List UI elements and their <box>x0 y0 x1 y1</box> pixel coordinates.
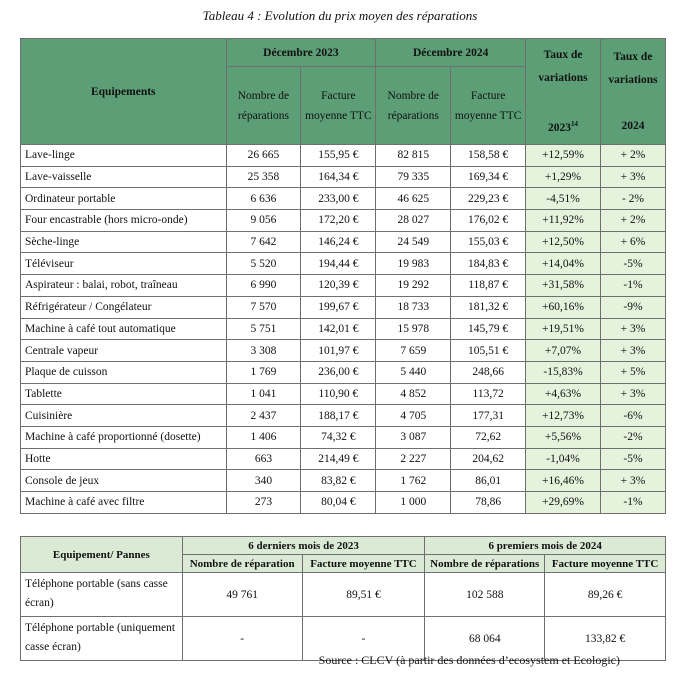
cell-f23: 83,82 € <box>301 470 376 492</box>
cell-t23: +12,59% <box>526 145 601 167</box>
table-row <box>21 296 666 318</box>
cell-n23: 25 358 <box>226 166 301 188</box>
cell-n23: 273 <box>226 492 301 514</box>
table-row <box>21 492 666 514</box>
cell-name: Ordinateur portable <box>21 188 227 210</box>
table-row <box>21 231 666 253</box>
cell-n24: 19 983 <box>376 253 451 275</box>
header-6-derniers-mois-2023: 6 derniers mois de 2023 <box>182 537 425 555</box>
cell-t23: +14,04% <box>526 253 601 275</box>
cell-t24: -6% <box>600 405 665 427</box>
cell-f23: 172,20 € <box>301 210 376 232</box>
cell-name: Cuisinière <box>21 405 227 427</box>
cell-n24: 2 227 <box>376 448 451 470</box>
cell-t23: +12,73% <box>526 405 601 427</box>
cell-n23: 3 308 <box>226 340 301 362</box>
table-row <box>21 275 666 297</box>
cell-n24: 7 659 <box>376 340 451 362</box>
cell-f24: 133,82 € <box>545 617 666 661</box>
table-row <box>21 405 666 427</box>
cell-n23: 49 761 <box>182 573 302 617</box>
cell-name: Centrale vapeur <box>21 340 227 362</box>
cell-n23: 7 570 <box>226 296 301 318</box>
header-dec-2023: Décembre 2023 <box>226 39 376 67</box>
cell-n24: 19 292 <box>376 275 451 297</box>
header-facture-2024-s: Facture moyenne TTC <box>545 555 666 573</box>
cell-f24: 184,83 € <box>451 253 526 275</box>
cell-t23: +5,56% <box>526 426 601 448</box>
cell-name: Aspirateur : balai, robot, traîneau <box>21 275 227 297</box>
cell-n24: 3 087 <box>376 426 451 448</box>
table-row <box>21 470 666 492</box>
cell-f23: 80,04 € <box>301 492 376 514</box>
cell-f24: 181,32 € <box>451 296 526 318</box>
cell-name: Tablette <box>21 383 227 405</box>
cell-t24: -2% <box>600 426 665 448</box>
cell-f24: 248,66 <box>451 361 526 383</box>
cell-t24: + 3% <box>600 383 665 405</box>
cell-t23: +1,29% <box>526 166 601 188</box>
phone-repair-table <box>20 536 666 661</box>
cell-n23: 340 <box>226 470 301 492</box>
cell-t24: + 2% <box>600 145 665 167</box>
cell-f24: 118,87 € <box>451 275 526 297</box>
table-row <box>21 426 666 448</box>
cell-f24: 113,72 <box>451 383 526 405</box>
cell-n24: 1 762 <box>376 470 451 492</box>
header-dec-2024: Décembre 2024 <box>376 39 526 67</box>
cell-name: Four encastrable (hors micro-onde) <box>21 210 227 232</box>
cell-name: Plaque de cuisson <box>21 361 227 383</box>
cell-n24: 4 852 <box>376 383 451 405</box>
table-row <box>21 166 666 188</box>
cell-t24: + 2% <box>600 210 665 232</box>
cell-f23: 110,90 € <box>301 383 376 405</box>
cell-f23: 199,67 € <box>301 296 376 318</box>
cell-n24: 102 588 <box>425 573 545 617</box>
cell-t24: - 2% <box>600 188 665 210</box>
cell-f23: 164,34 € <box>301 166 376 188</box>
cell-t24: + 3% <box>600 470 665 492</box>
cell-n24: 4 705 <box>376 405 451 427</box>
cell-f23: 146,24 € <box>301 231 376 253</box>
cell-t24: -1% <box>600 492 665 514</box>
cell-t24: + 6% <box>600 231 665 253</box>
table-row <box>21 448 666 470</box>
cell-f24: 177,31 <box>451 405 526 427</box>
cell-n23: - <box>182 617 302 661</box>
cell-f24: 229,23 € <box>451 188 526 210</box>
cell-f23: 194,44 € <box>301 253 376 275</box>
cell-t23: -1,04% <box>526 448 601 470</box>
cell-n24: 1 000 <box>376 492 451 514</box>
header-facture-2023-s: Facture moyenne TTC <box>302 555 425 573</box>
cell-f24: 86,01 <box>451 470 526 492</box>
cell-f23: 101,97 € <box>301 340 376 362</box>
cell-t24: + 3% <box>600 166 665 188</box>
header-taux-2024-year: 2024 <box>621 119 645 132</box>
cell-name: Lave-linge <box>21 145 227 167</box>
cell-t23: +12,50% <box>526 231 601 253</box>
cell-n24: 28 027 <box>376 210 451 232</box>
header-taux-2024 <box>600 39 665 145</box>
cell-f24: 158,58 € <box>451 145 526 167</box>
table-row <box>21 318 666 340</box>
table-row <box>21 188 666 210</box>
cell-n23: 9 056 <box>226 210 301 232</box>
cell-t23: -15,83% <box>526 361 601 383</box>
cell-f24: 176,02 € <box>451 210 526 232</box>
cell-name: Machine à café tout automatique <box>21 318 227 340</box>
cell-t23: +60,16% <box>526 296 601 318</box>
cell-n23: 5 751 <box>226 318 301 340</box>
table-row <box>21 210 666 232</box>
header-nombre-2023: Nombre de réparations <box>226 67 301 145</box>
cell-t24: -1% <box>600 275 665 297</box>
header-nb-reparation-2023: Nombre de réparation <box>182 555 302 573</box>
cell-f23: 155,95 € <box>301 145 376 167</box>
cell-f23: 74,32 € <box>301 426 376 448</box>
cell-t24: + 3% <box>600 340 665 362</box>
cell-n23: 6 990 <box>226 275 301 297</box>
cell-f24: 89,26 € <box>545 573 666 617</box>
footnote-ref: 14 <box>571 119 579 128</box>
cell-f24: 105,51 € <box>451 340 526 362</box>
cell-n23: 1 041 <box>226 383 301 405</box>
cell-name: Lave-vaisselle <box>21 166 227 188</box>
cell-t23: +16,46% <box>526 470 601 492</box>
cell-n23: 663 <box>226 448 301 470</box>
header-taux-2024-label: Taux de variations <box>608 50 658 86</box>
header-equipements: Equipements <box>21 39 227 145</box>
cell-f24: 169,34 € <box>451 166 526 188</box>
cell-n24: 68 064 <box>425 617 545 661</box>
cell-n24: 18 733 <box>376 296 451 318</box>
cell-t23: +19,51% <box>526 318 601 340</box>
header-nb-reparations-2024: Nombre de réparations <box>425 555 545 573</box>
cell-n23: 2 437 <box>226 405 301 427</box>
cell-n23: 6 636 <box>226 188 301 210</box>
cell-n24: 46 625 <box>376 188 451 210</box>
header-taux-2023-label: Taux de variations <box>538 48 588 84</box>
cell-f23: 214,49 € <box>301 448 376 470</box>
cell-n23: 7 642 <box>226 231 301 253</box>
cell-name: Sèche-linge <box>21 231 227 253</box>
cell-t24: -9% <box>600 296 665 318</box>
header-taux-2023-year: 2023 <box>548 121 572 134</box>
table-caption: Tableau 4 : Evolution du prix moyen des réparations <box>202 8 478 23</box>
cell-n24: 24 549 <box>376 231 451 253</box>
table-row <box>21 361 666 383</box>
cell-n23: 26 665 <box>226 145 301 167</box>
cell-f24: 72,62 <box>451 426 526 448</box>
table-row <box>21 253 666 275</box>
cell-name: Machine à café proportionné (dosette) <box>21 426 227 448</box>
cell-f23: 89,51 € <box>302 573 425 617</box>
cell-t23: -4,51% <box>526 188 601 210</box>
cell-t24: -5% <box>600 253 665 275</box>
cell-f23: 142,01 € <box>301 318 376 340</box>
cell-t23: +31,58% <box>526 275 601 297</box>
table-row <box>21 383 666 405</box>
cell-name: Téléphone portable (uniquement casse écran) <box>21 617 183 661</box>
cell-f23: 233,00 € <box>301 188 376 210</box>
cell-f24: 155,03 € <box>451 231 526 253</box>
cell-n24: 82 815 <box>376 145 451 167</box>
cell-t23: +4,63% <box>526 383 601 405</box>
header-facture-2024: Facture moyenne TTC <box>451 67 526 145</box>
cell-name: Téléphone portable (sans casse écran) <box>21 573 183 617</box>
cell-f23: - <box>302 617 425 661</box>
header-nombre-2024: Nombre de réparations <box>376 67 451 145</box>
cell-name: Hotte <box>21 448 227 470</box>
header-facture-2023: Facture moyenne TTC <box>301 67 376 145</box>
table-row <box>21 573 666 617</box>
cell-name: Machine à café avec filtre <box>21 492 227 514</box>
cell-t23: +29,69% <box>526 492 601 514</box>
cell-f24: 78,86 <box>451 492 526 514</box>
header-6-premiers-mois-2024: 6 premiers mois de 2024 <box>425 537 666 555</box>
cell-t23: +11,92% <box>526 210 601 232</box>
header-equipement-pannes: Equipement/ Pannes <box>21 537 183 573</box>
table-row <box>21 145 666 167</box>
cell-f24: 145,79 € <box>451 318 526 340</box>
cell-n23: 1 406 <box>226 426 301 448</box>
cell-name: Console de jeux <box>21 470 227 492</box>
cell-name: Téléviseur <box>21 253 227 275</box>
cell-f24: 204,62 <box>451 448 526 470</box>
cell-t23: +7,07% <box>526 340 601 362</box>
table-row <box>21 340 666 362</box>
cell-n24: 79 335 <box>376 166 451 188</box>
cell-name: Réfrigérateur / Congélateur <box>21 296 227 318</box>
cell-f23: 120,39 € <box>301 275 376 297</box>
cell-n23: 5 520 <box>226 253 301 275</box>
cell-t24: + 3% <box>600 318 665 340</box>
cell-f23: 188,17 € <box>301 405 376 427</box>
cell-n24: 5 440 <box>376 361 451 383</box>
source-note: Source : CLCV (à partir des données d’ecosystem et Ecologic) <box>318 653 620 667</box>
cell-t24: + 5% <box>600 361 665 383</box>
header-taux-2023 <box>526 39 601 145</box>
cell-n23: 1 769 <box>226 361 301 383</box>
cell-t24: -5% <box>600 448 665 470</box>
repair-price-table <box>20 38 666 514</box>
cell-n24: 15 978 <box>376 318 451 340</box>
cell-f23: 236,00 € <box>301 361 376 383</box>
